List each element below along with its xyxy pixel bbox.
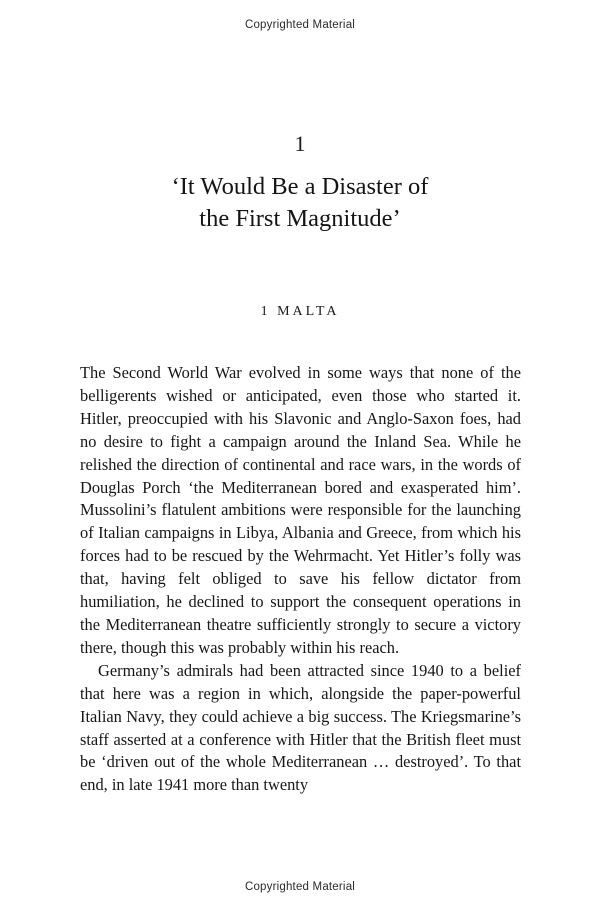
copyright-notice-bottom: Copyrighted Material — [244, 881, 356, 893]
chapter-title-line2: the First Magnitude’ — [199, 205, 401, 232]
copyright-notice-top: Copyrighted Material — [244, 19, 356, 31]
paragraph-1: The Second World War evolved in some ways that none of the belligerents wished or anticipated, even those who started it. Hitler, preoccupied with his Slavonic and Anglo-Saxon foes, had no desire to fight a campaign around the Inland Sea. While he relished the direction of continental and race wars, in the words of Douglas Porch ‘the Mediterranean bored and exasperated him’. Mussolini’s flatulent ambitions were responsible for the launching of Italian campaigns in Libya, Albania and Greece, from which his forces had to be rescued by the Wehrmacht. Yet Hitler’s folly was that, having felt obliged to save his fellow dictator from humiliation, he declined to support the consequent operations in the Mediterranean theatre sufficiently strongly to secure a victory there, though this was probably within his reach. — [80, 363, 521, 657]
paragraph-2: Germany’s admirals had been attracted since 1940 to a belief that here was a region in which, alongside the paper-powerful Italian Navy, they could achieve a big success. The Kriegsmarine’s staff asserted at a conference with Hitler that the British fleet must be ‘driven out of the whole Mediterranean … destroyed’. To that end, in late 1941 more than twenty — [80, 660, 521, 795]
chapter-number: 1 — [294, 131, 306, 156]
body-text — [80, 362, 521, 797]
section-heading: 1 MALTA — [260, 304, 340, 319]
chapter-title — [0, 171, 600, 235]
chapter-title-line1: ‘It Would Be a Disaster of — [171, 173, 429, 200]
